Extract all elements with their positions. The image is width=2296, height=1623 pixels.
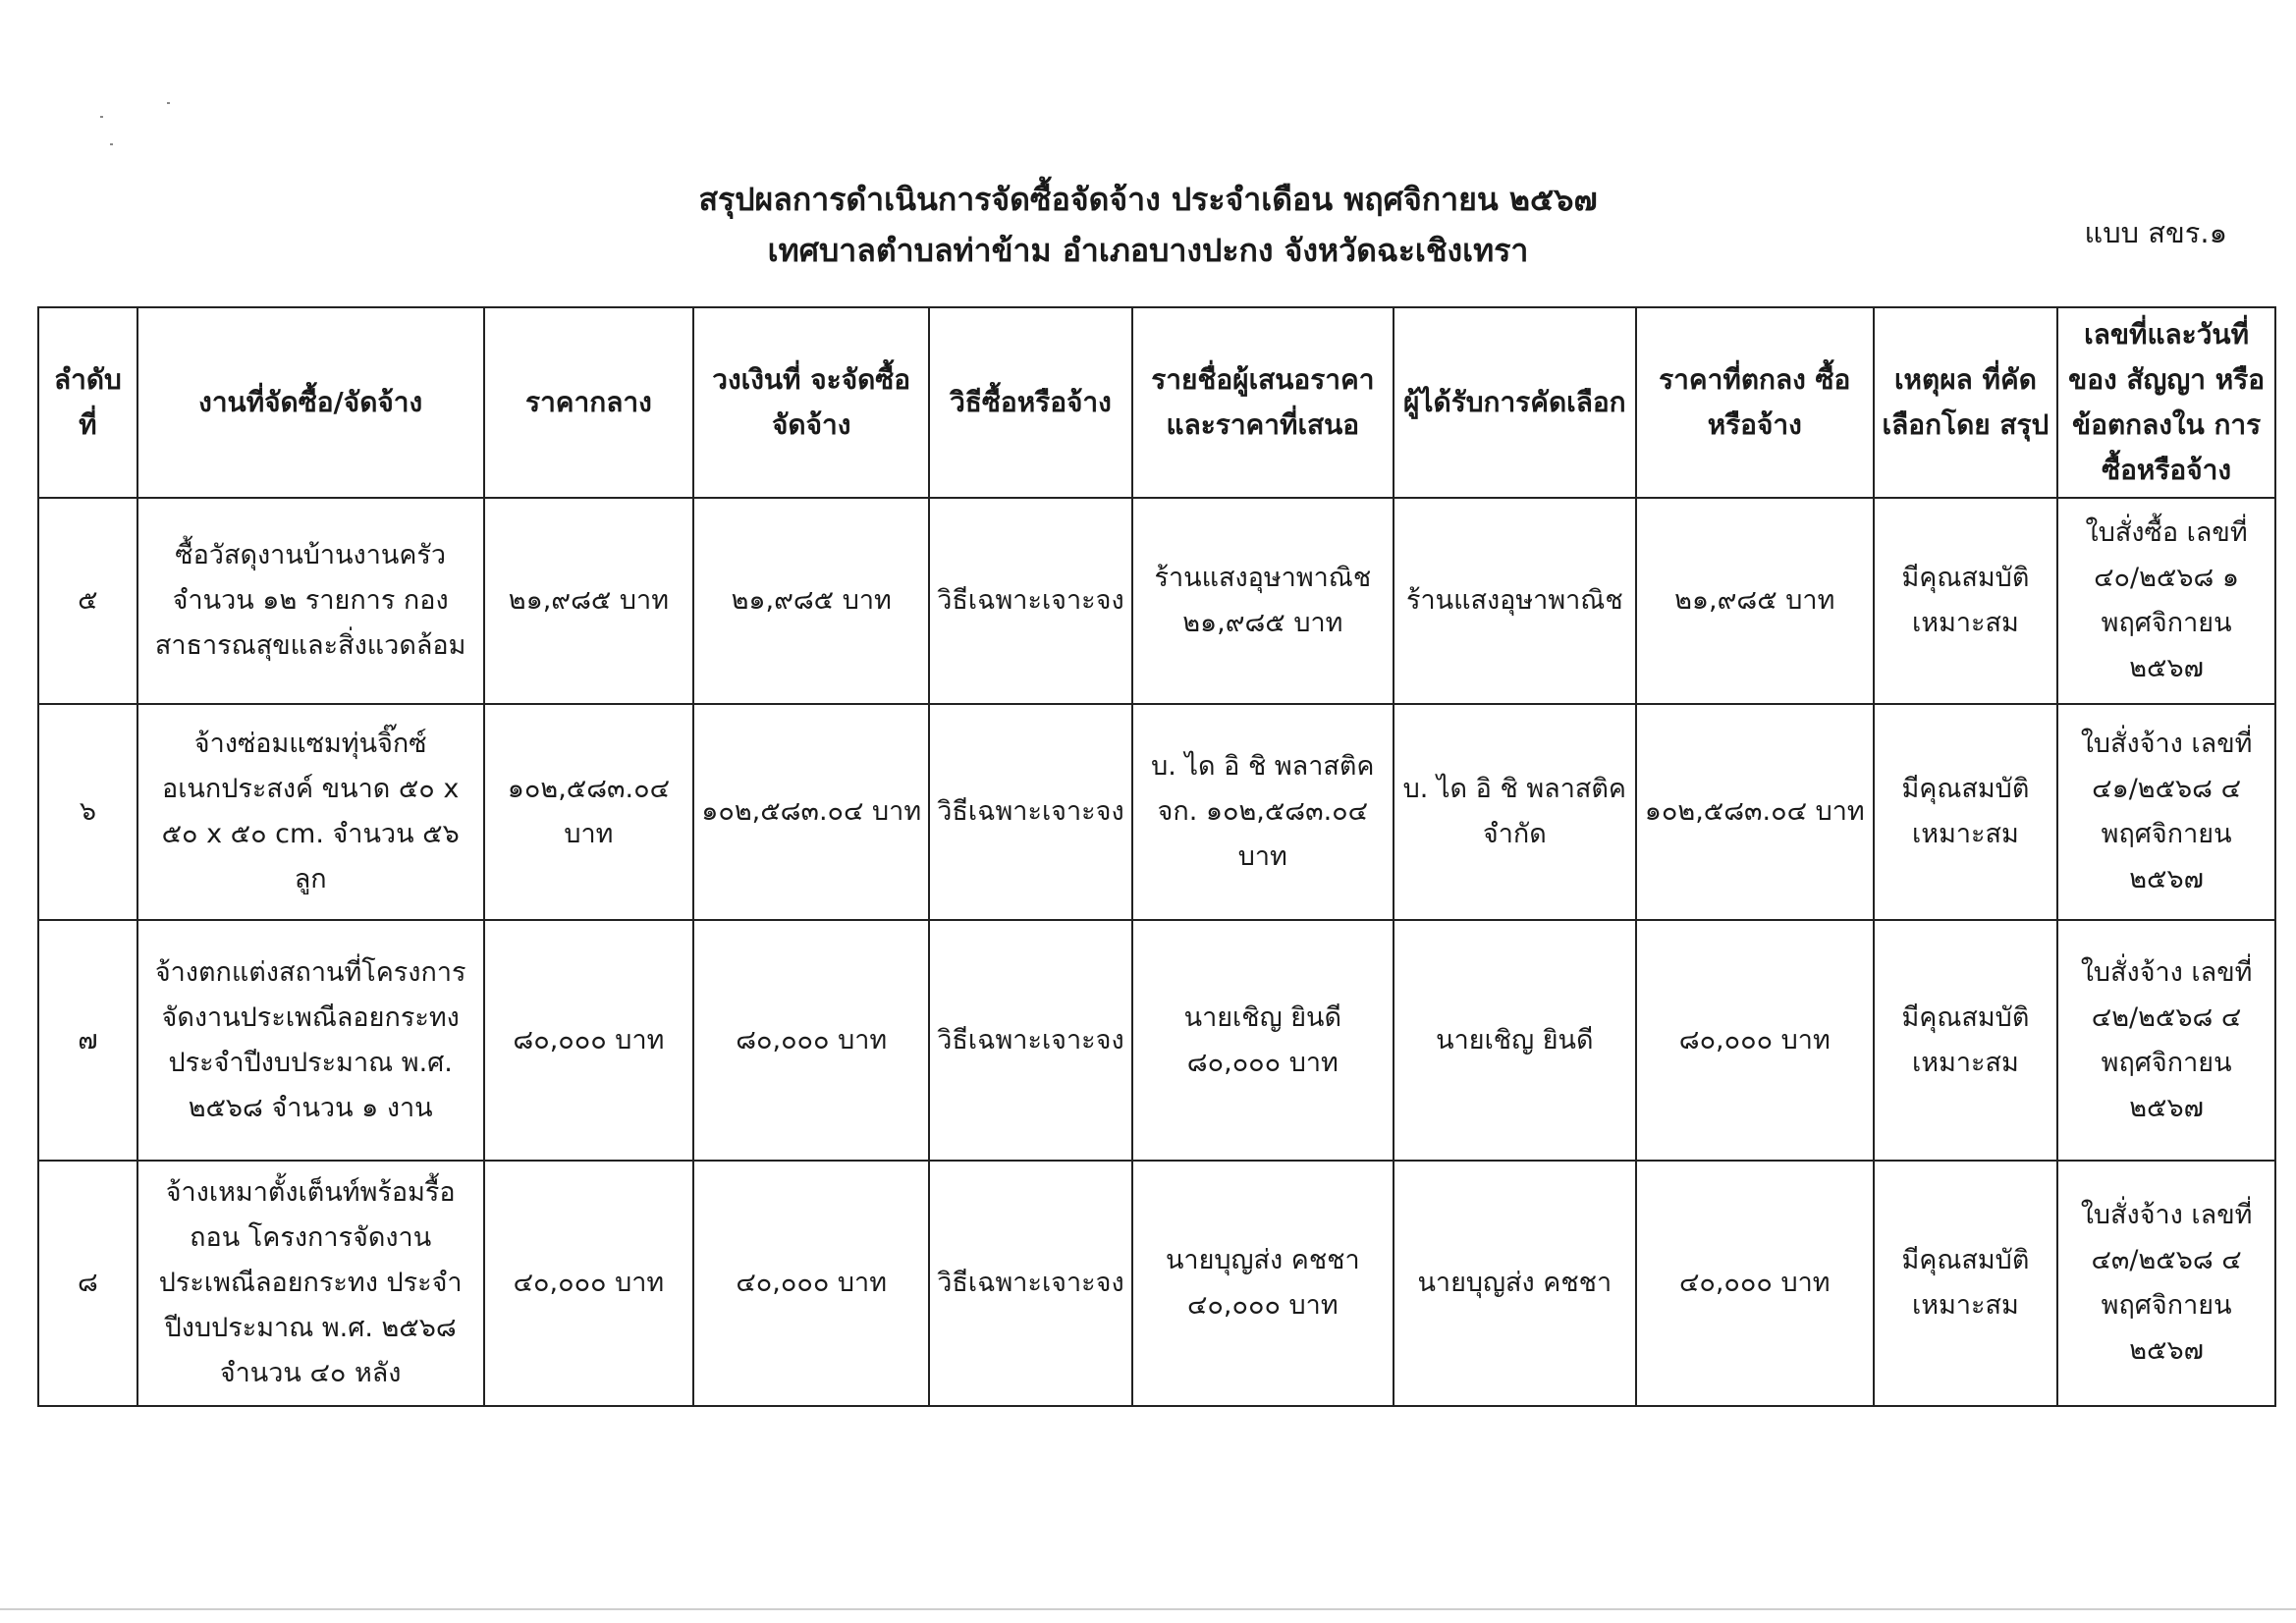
budget: ๒๑,๙๘๕ บาท	[693, 498, 929, 704]
column-header: เลขที่และวันที่ของ สัญญา หรือข้อตกลงใน การซื้อหรือจ้าง	[2057, 307, 2275, 498]
task-description: จ้างเหมาตั้งเต็นท์พร้อมรื้อถอน โครงการจัดงานประเพณีลอยกระทง ประจำปีงบประมาณ พ.ศ. ๒๕๖๘ จำนวน ๔๐ หลัง	[137, 1161, 484, 1406]
selected-vendor: บ. ได อิ ชิ พลาสติค จำกัด	[1394, 704, 1636, 920]
column-header: ราคาที่ตกลง ซื้อหรือจ้าง	[1636, 307, 1874, 498]
contract-reference: ใบสั่งจ้าง เลขที่ ๔๑/๒๕๖๘ ๔ พฤศจิกายน ๒๕๖๗	[2057, 704, 2275, 920]
table-row	[38, 920, 2275, 1161]
selected-vendor: นายบุญส่ง คชชา	[1394, 1161, 1636, 1406]
budget: ๔๐,๐๐๐ บาท	[693, 1161, 929, 1406]
median-price: ๑๐๒,๕๘๓.๐๔ บาท	[484, 704, 694, 920]
contract-reference: ใบสั่งซื้อ เลขที่ ๔๐/๒๕๖๘ ๑ พฤศจิกายน ๒๕๖๗	[2057, 498, 2275, 704]
scan-speck	[167, 102, 170, 104]
procurement-method: วิธีเฉพาะเจาะจง	[929, 498, 1132, 704]
agreed-price: ๑๐๒,๕๘๓.๐๔ บาท	[1636, 704, 1874, 920]
selection-reason: มีคุณสมบัติ เหมาะสม	[1874, 498, 2057, 704]
selection-reason: มีคุณสมบัติ เหมาะสม	[1874, 920, 2057, 1161]
agreed-price: ๔๐,๐๐๐ บาท	[1636, 1161, 1874, 1406]
table-row	[38, 498, 2275, 704]
median-price: ๔๐,๐๐๐ บาท	[484, 1161, 694, 1406]
procurement-method: วิธีเฉพาะเจาะจง	[929, 1161, 1132, 1406]
selection-reason: มีคุณสมบัติ เหมาะสม	[1874, 704, 2057, 920]
agreed-price: ๘๐,๐๐๐ บาท	[1636, 920, 1874, 1161]
selected-vendor: นายเชิญ ยินดี	[1394, 920, 1636, 1161]
contract-reference: ใบสั่งจ้าง เลขที่ ๔๓/๒๕๖๘ ๔ พฤศจิกายน ๒๕๖๗	[2057, 1161, 2275, 1406]
task-description: จ้างซ่อมแซมทุ่นจิ๊กซ์ อเนกประสงค์ ขนาด ๕๐ x ๕๐ x ๕๐ cm. จำนวน ๕๖ ลูก	[137, 704, 484, 920]
agreed-price: ๒๑,๙๘๕ บาท	[1636, 498, 1874, 704]
column-header: ลำดับที่	[38, 307, 137, 498]
table-header-row	[38, 307, 2275, 498]
table-row	[38, 1161, 2275, 1406]
column-header: รายชื่อผู้เสนอราคา และราคาที่เสนอ	[1132, 307, 1394, 498]
scan-speck	[110, 143, 113, 145]
column-header: ผู้ได้รับการคัดเลือก	[1394, 307, 1636, 498]
column-header: ราคากลาง	[484, 307, 694, 498]
scan-speck	[100, 116, 103, 118]
column-header: เหตุผล ที่คัดเลือกโดย สรุป	[1874, 307, 2057, 498]
selected-vendor: ร้านแสงอุษาพาณิช	[1394, 498, 1636, 704]
page-edge-line	[0, 1608, 2296, 1610]
contract-reference: ใบสั่งจ้าง เลขที่ ๔๒/๒๕๖๘ ๔ พฤศจิกายน ๒๕๖๗	[2057, 920, 2275, 1161]
row-number: ๖	[38, 704, 137, 920]
task-description: จ้างตกแต่งสถานที่โครงการจัดงานประเพณีลอยกระทง ประจำปีงบประมาณ พ.ศ. ๒๕๖๘ จำนวน ๑ งาน	[137, 920, 484, 1161]
column-header: วิธีซื้อหรือจ้าง	[929, 307, 1132, 498]
procurement-method: วิธีเฉพาะเจาะจง	[929, 920, 1132, 1161]
row-number: ๕	[38, 498, 137, 704]
row-number: ๗	[38, 920, 137, 1161]
median-price: ๘๐,๐๐๐ บาท	[484, 920, 694, 1161]
column-header: วงเงินที่ จะจัดซื้อจัดจ้าง	[693, 307, 929, 498]
form-code: แบบ สขร.๑	[2084, 216, 2227, 249]
task-description: ซื้อวัสดุงานบ้านงานครัว จำนวน ๑๒ รายการ กองสาธารณสุขและสิ่งแวดล้อม	[137, 498, 484, 704]
budget: ๑๐๒,๕๘๓.๐๔ บาท	[693, 704, 929, 920]
row-number: ๘	[38, 1161, 137, 1406]
bidders: นายเชิญ ยินดี ๘๐,๐๐๐ บาท	[1132, 920, 1394, 1161]
budget: ๘๐,๐๐๐ บาท	[693, 920, 929, 1161]
document-title: สรุปผลการดำเนินการจัดซื้อจัดจ้าง ประจำเดือน พฤศจิกายน ๒๕๖๗	[698, 181, 1598, 218]
selection-reason: มีคุณสมบัติ เหมาะสม	[1874, 1161, 2057, 1406]
procurement-table	[37, 306, 2276, 1407]
table-row	[38, 704, 2275, 920]
procurement-method: วิธีเฉพาะเจาะจง	[929, 704, 1132, 920]
bidders: บ. ได อิ ชิ พลาสติค จก. ๑๐๒,๕๘๓.๐๔ บาท	[1132, 704, 1394, 920]
bidders: นายบุญส่ง คชชา ๔๐,๐๐๐ บาท	[1132, 1161, 1394, 1406]
median-price: ๒๑,๙๘๕ บาท	[484, 498, 694, 704]
bidders: ร้านแสงอุษาพาณิช ๒๑,๙๘๕ บาท	[1132, 498, 1394, 704]
document-subtitle: เทศบาลตำบลท่าข้าม อำเภอบางปะกง จังหวัดฉะเชิงเทรา	[767, 232, 1529, 269]
column-header: งานที่จัดซื้อ/จัดจ้าง	[137, 307, 484, 498]
